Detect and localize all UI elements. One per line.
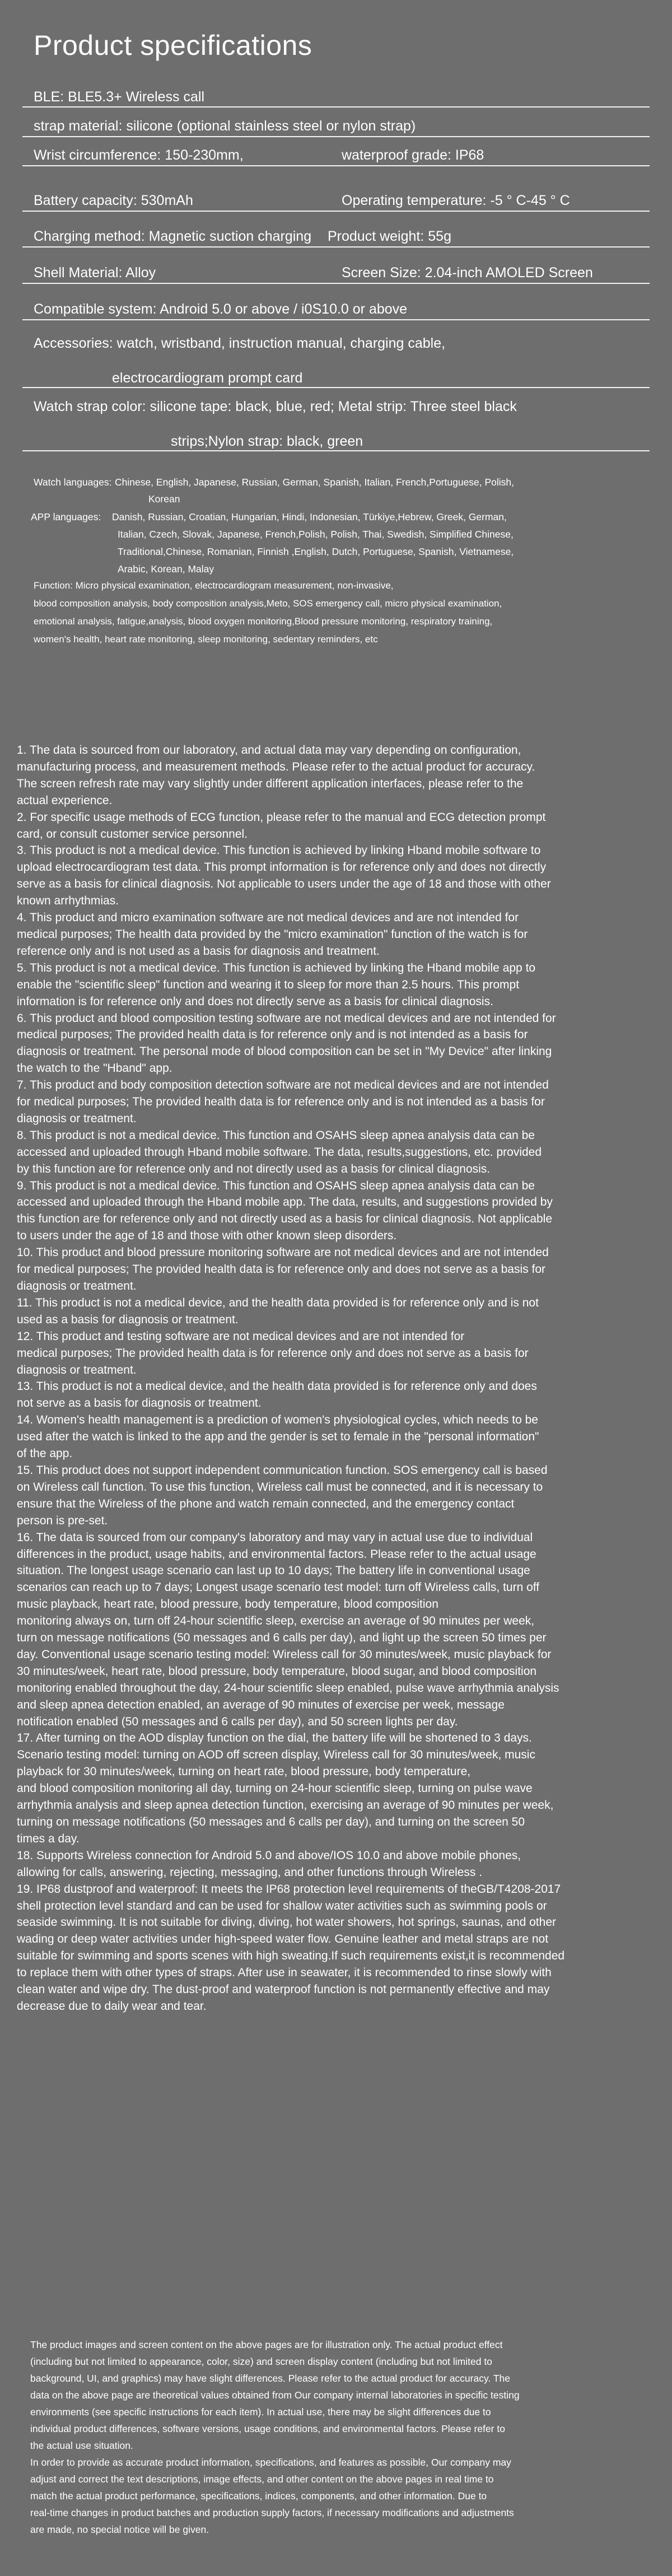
spec-strap-material-text: strap material: silicone (optional stainless steel or nylon strap) xyxy=(34,118,416,134)
spec-charging-weight xyxy=(22,228,650,248)
spec-temp-text: Operating temperature: -5 ° C-45 ° C xyxy=(342,193,570,208)
spec-accessories-line2: electrocardiogram prompt card xyxy=(112,370,303,386)
note-item: 2. For specific usage methods of ECG function, please refer to the manual and ECG detection prompt card, or consult customer service personnel. xyxy=(17,810,546,841)
note-item: 8. This product is not a medical device. This function and OSAHS sleep apnea analysis data can be accessed and uploaded through Hband mobile software. The data, results,suggestions, etc. provided by this function are for reference only and not directly used as a basis for clinical diagnosis. xyxy=(17,1128,542,1175)
function-line2: blood composition analysis, body composition analysis,Meto, SOS emergency call, micro physical examination, xyxy=(34,598,502,609)
spec-wrist-waterproof xyxy=(22,147,650,166)
note-item: 13. This product is not a medical device, and the health data provided is for reference only and does not serve as a basis for diagnosis or treatment. xyxy=(17,1380,537,1410)
spec-weight-text: Product weight: 55g xyxy=(328,228,451,244)
function-line3: emotional analysis, fatigue,analysis, blood oxygen monitoring,Blood pressure monitoring, respiratory training, xyxy=(34,616,493,627)
note-item: 19. IP68 dustproof and waterproof: It meets the IP68 protection level requirements of theGB/T4208-2017 shell protection level standard and can be used for shallow water activities such as swimming pools or seaside swimming. It is not suitable for diving, diving, hot water showers, hot springs, saunas, and other wading or deep water activities under high-speed water flow. Genuine leather and metal straps are not suitable for swimming and sports scenes with high sweating.If such requirements exist,it is recommended to replace them with other types of straps. After use in seawater, it is recommended to rinse slowly with clean water and wipe dry. The dust-proof and waterproof function is not permanently effective and may decrease due to daily wear and tear. xyxy=(17,1882,565,2013)
function-line1: Function: Micro physical examination, electrocardiogram measurement, non-invasive, xyxy=(34,580,394,591)
watch-languages-label: Watch languages: xyxy=(34,477,112,488)
note-item: 11. This product is not a medical device, and the health data provided is for reference only and is not used as a basis for diagnosis or treatment. xyxy=(17,1296,539,1326)
spec-shell-text: Shell Material: Alloy xyxy=(34,265,156,281)
note-item: 10. This product and blood pressure monitoring software are not medical devices and are not intended for medical purposes; The provided health data is for reference only and does not serve as a basis for diagnosis or treatment. xyxy=(17,1246,549,1292)
spec-wrist-text: Wrist circumference: 150-230mm, xyxy=(34,147,244,163)
spec-compatible xyxy=(22,301,650,320)
spec-screen-text: Screen Size: 2.04-inch AMOLED Screen xyxy=(342,265,593,281)
app-languages-line3: Traditional,Chinese, Romanian, Finnish ,English, Dutch, Portuguese, Spanish, Vietnamese, xyxy=(118,546,514,557)
spec-strap-color-line1: Watch strap color: silicone tape: black, blue, red; Metal strip: Three steel black xyxy=(34,399,517,414)
spec-strap-color-line2: strips;Nylon strap: black, green xyxy=(171,433,363,449)
spec-accessories xyxy=(22,335,650,388)
watch-languages xyxy=(0,474,672,507)
app-languages-line4: Arabic, Korean, Malay xyxy=(118,563,214,575)
note-item: 1. The data is sourced from our laboratory, and actual data may vary depending on configuration, manufacturing process, and measurement methods. Please refer to the actual product for accuracy. The screen refresh rate may vary slightly under different application interfaces, please refer to the actual experience. xyxy=(17,744,535,807)
spec-strap-material xyxy=(22,118,650,137)
spec-shell-screen xyxy=(22,264,650,284)
disclaimer xyxy=(30,2336,641,2538)
note-item: 9. This product is not a medical device. This function and OSAHS sleep apnea analysis data can be accessed and uploaded through the Hband mobile app. The data, results, and suggestions provided by this function are for reference only and not directly used as a basis for clinical diagnosis. Not applicable to users under the age of 18 and those with other known sleep disorders. xyxy=(17,1179,553,1243)
spec-strap-color xyxy=(22,398,650,451)
spec-ble xyxy=(22,88,650,108)
app-languages-label: APP languages: xyxy=(31,511,101,522)
note-item: 15. This product does not support independent communication function. SOS emergency call is based on Wireless call function. To use this function, Wireless call must be connected, and it is necessary to ensure that the Wireless of the phone and watch remain connected, and the emergency contact person is pre-set. xyxy=(17,1463,548,1527)
function-list xyxy=(34,577,650,648)
page-title: Product specifications xyxy=(34,30,312,61)
note-item: 3. This product is not a medical device. This function is achieved by linking Hband mobile software to upload electrocardiogram test data. This prompt information is for reference only and does not directly serve as a basis for clinical diagnosis. Not applicable to users under the age of 18 and those with other known arrhythmias. xyxy=(17,844,551,908)
spec-accessories-line1: Accessories: watch, wristband, instruction manual, charging cable, xyxy=(34,335,446,351)
spec-ble-text: BLE: BLE5.3+ Wireless call xyxy=(34,89,204,105)
spec-battery-temp xyxy=(22,192,650,212)
note-item: 6. This product and blood composition testing software are not medical devices and are not intended for medical purposes; The provided health data is for reference only and is not intended as a basis for diagnosis or treatment. The personal mode of blood composition can be set in "My Device" after linking the watch to the "Hband" app. xyxy=(17,1011,556,1075)
watch-languages-line2: Korean xyxy=(148,493,180,505)
note-item: 7. This product and body composition detection software are not medical devices and are not intended for medical purposes; The provided health data is for reference only and is not intended as a basis for diagnosis or treatment. xyxy=(17,1079,549,1125)
watch-languages-line1: Chinese, English, Japanese, Russian, German, Spanish, Italian, French,Portuguese, Polish, xyxy=(115,477,515,488)
app-languages xyxy=(0,508,672,578)
note-item: 12. This product and testing software are not medical devices and are not intended for medical purposes; The provided health data is for reference only and does not serve as a basis for diagnosis or treatment. xyxy=(17,1329,529,1376)
spec-charging-text: Charging method: Magnetic suction charging xyxy=(34,228,312,244)
note-item: 16. The data is sourced from our company's laboratory and may vary in actual use due to individual differences in the product, usage habits, and environmental factors. Please refer to the actual usage situation. The longest usage scenario can last up to 10 days; The battery life in conventional usage scenarios can reach up to 7 days; Longest usage scenario test model: turn off Wireless calls, turn off music playback, heart rate, blood pressure, body temperature, blood composition monitoring always on, turn off 24-hour scientific sleep, exercise an average of 90 minutes per week, turn on message notifications (50 messages and 6 calls per day), and light up the screen 50 times per day. Conventional usage scenario testing model: Wireless call for 30 minutes/week, music playback for 30 minutes/week, heart rate, blood pressure, body temperature, blood sugar, and blood composition monitoring enabled throughout the day, 24-hour scientific sleep enabled, pulse wave arrhythmia analysis and sleep apnea detection enabled, an average of 90 minutes of exercise per week, message notification enabled (50 messages and 6 calls per day), and 50 screen lights per day. xyxy=(17,1530,559,1728)
spec-battery-text: Battery capacity: 530mAh xyxy=(34,193,193,208)
app-languages-line1: Danish, Russian, Croatian, Hungarian, Hindi, Indonesian, Türkiye,Hebrew, Greek, German, xyxy=(112,511,507,522)
spec-compatible-text: Compatible system: Android 5.0 or above / i0S10.0 or above xyxy=(34,301,408,317)
note-item: 5. This product is not a medical device. This function is achieved by linking the Hband mobile app to enable the "scientific sleep" function and wearing it to sleep for more than 2.5 hours. This prompt information is for reference only and does not directly serve as a basis for clinical diagnosis. xyxy=(17,961,536,1008)
note-item: 18. Supports Wireless connection for Android 5.0 and above/IOS 10.0 and above mobile phones, allowing for calls, answering, rejecting, messaging, and other functions through Wireless . xyxy=(17,1849,521,1879)
disclaimer-text: The product images and screen content on the above pages are for illustration only. The actual product effect (including but not limited to appearance, color, size) and screen display content (including but not limited to background, UI, and graphics) may have slight differences. Please refer to the actual product for accuracy. The data on the above page are theoretical values obtained from Our company internal laboratories in specific testing environments (see specific instructions for each item). In actual use, there may be slight differences due to individual product differences, software versions, usage conditions, and environmental factors. Please refer to the actual use situation. In order to provide as accurate product information, specifications, and features as possible, Our company may adjust and correct the text descriptions, image effects, and other content on the above pages in real time to match the actual product performance, specifications, indices, components, and other information. Due to real-time changes in product batches and production supply factors, if necessary modifications and adjustments are made, no special notice will be given. xyxy=(30,2339,520,2535)
app-languages-line2: Italian, Czech, Slovak, Japanese, French,Polish, Polish, Thai, Swedish, Simplified Chinese, xyxy=(118,529,514,540)
note-item: 14. Women's health management is a prediction of women's physiological cycles, which needs to be used after the watch is linked to the app and the gender is set to female in the "personal information" of the app. xyxy=(17,1413,539,1460)
notes-section xyxy=(17,742,644,2015)
note-item: 17. After turning on the AOD display function on the dial, the battery life will be shortened to 3 days. Scenario testing model: turning on AOD off screen display, Wireless call for 30 minutes/week, music playback for 30 minutes/week, turning on heart rate, blood pressure, body temperature, and blood composition monitoring all day, turning on 24-hour scientific sleep, turning on pulse wave arrhythmia analysis and sleep apnea detection function, exercising an average of 90 minutes per week, turning on message notifications (50 messages and 6 calls per day), and turning on the screen 50 times a day. xyxy=(17,1732,554,1845)
function-line4: women's health, heart rate monitoring, sleep monitoring, sedentary reminders, etc xyxy=(34,634,378,645)
spec-waterproof-text: waterproof grade: IP68 xyxy=(342,147,484,163)
note-item: 4. This product and micro examination software are not medical devices and are not intended for medical purposes; The health data provided by the "micro examination" function of the watch is for reference only and is not used as a basis for diagnosis and treatment. xyxy=(17,911,528,958)
